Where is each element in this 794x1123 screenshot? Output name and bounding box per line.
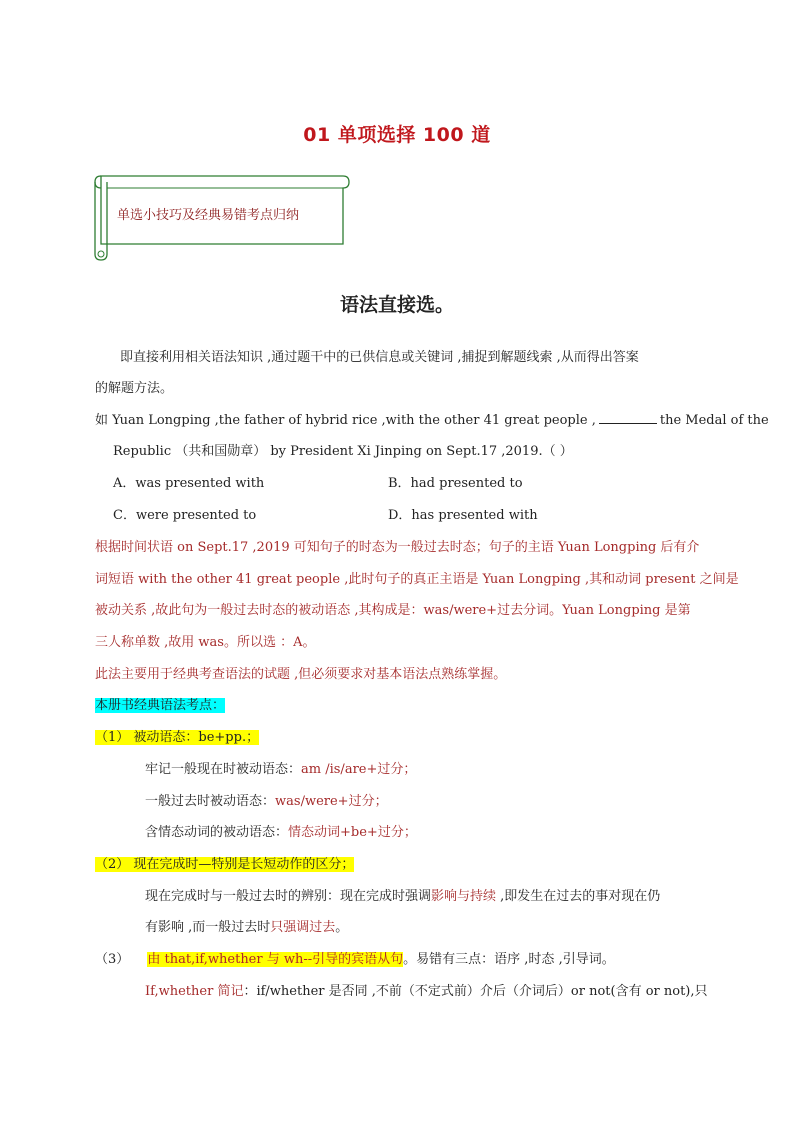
point-2-line-2 — [145, 912, 348, 944]
intro-line-1: 即直接利用相关语法知识 ,通过题干中的已供信息或关键词 ,捕捉到解题线索 ,从而得出答案 — [120, 350, 639, 365]
summary-text: 此法主要用于经典考查语法的试题 ,但必须要求对基本语法点熟练掌握。 — [95, 667, 507, 682]
point-3-highlight-mid: 与 — [262, 952, 284, 967]
point-1-line-2-text: 一般过去时被动语态： — [145, 794, 276, 809]
question-line-1 — [95, 405, 769, 437]
point-2-line-1 — [145, 881, 660, 913]
point-2-line-1-b: 影响与持续 — [431, 889, 497, 904]
point-2-line-1-a: 现在完成时与一般过去时的辨别：现在完成时强调 — [145, 889, 432, 904]
option-d: D．has presented with — [388, 508, 538, 523]
explanation-line-2: 词短语 with the other 41 great people ,此时句子的真正主语是 Yuan Longping ,其和动词 present 之间是 — [95, 572, 739, 587]
point-2-line-1-c: ,即发生在过去的事对现在仍 — [496, 889, 661, 904]
option-a: A．was presented with — [113, 476, 265, 491]
option-b: B．had presented to — [388, 476, 523, 491]
option-c: C．were presented to — [113, 508, 257, 523]
section-heading: 语法直接选。 — [339, 294, 454, 316]
point-1-line-2 — [145, 786, 388, 818]
point-1-line-3 — [145, 817, 417, 849]
point-2-line-2-c: 。 — [335, 920, 349, 935]
point-1-line-1 — [145, 754, 416, 786]
point-2-line-2-a: 有影响 ,而一般过去时 — [145, 920, 271, 935]
points-heading-label: 本册书经典语法考点： — [95, 698, 226, 713]
question-part-2: the Medal of the — [659, 413, 769, 428]
point-3-line-2-a: If,whether 简记 — [145, 984, 244, 999]
points-heading — [95, 690, 225, 722]
point-3-line-2 — [145, 976, 708, 1008]
question-part-1: 如 Yuan Longping ,the father of hybrid rice ,with the other 41 great people , — [95, 413, 596, 428]
point-2-label: （2） 现在完成时—特别是长短动作的区分； — [95, 857, 355, 872]
point-1-line-3-rule: 情态动词+be+过分； — [288, 825, 417, 840]
explanation-line-3: 被动关系 ,故此句为一般过去时态的被动语态 ,其构成是：was/were+过去分词。Yuan Longping 是第 — [95, 603, 691, 618]
point-3-rest: 。易错有三点：语序 ,时态 ,引导词。 — [403, 952, 615, 967]
question-line-2: Republic （共和国勋章） by President Xi Jinping on Sept.17 ,2019.（ ） — [113, 444, 573, 459]
intro-line-2: 的解题方法。 — [95, 381, 174, 396]
point-1-line-1-rule: am /is/are+过分； — [301, 762, 417, 777]
page-title: 01 单项选择 100 道 — [303, 124, 491, 146]
point-2-line-2-b: 只强调过去 — [270, 920, 336, 935]
explanation-line-4: 三人称单数 ,故用 was。所以选 ：A。 — [95, 635, 316, 650]
scroll-label: 单选小技巧及经典易错考点归纳 — [117, 208, 300, 223]
point-2-heading — [95, 849, 354, 881]
point-3-line-2-b: ：if/whether 是否同 ,不前（不定式前）介后（介词后）or not(含有 or not),只 — [243, 984, 708, 999]
point-3-highlight-2: wh--引导的宾语从句 — [283, 952, 404, 967]
point-1-heading — [95, 722, 259, 754]
point-3-number: （3） — [95, 952, 130, 967]
explanation-line-1: 根据时间状语 on Sept.17 ,2019 可知句子的时态为一般过去时态；句子的主语 Yuan Longping 后有介 — [95, 540, 700, 555]
point-3-highlight-1: 由 that,if,whether — [147, 952, 263, 967]
answer-blank — [599, 411, 657, 424]
point-3-heading — [95, 944, 615, 976]
point-1-line-2-rule: was/were+过分； — [275, 794, 388, 809]
point-1-label: （1） 被动语态：be+pp.； — [95, 730, 260, 745]
point-1-line-3-text: 含情态动词的被动语态： — [145, 825, 289, 840]
point-1-line-1-text: 牢记一般现在时被动语态： — [145, 762, 302, 777]
